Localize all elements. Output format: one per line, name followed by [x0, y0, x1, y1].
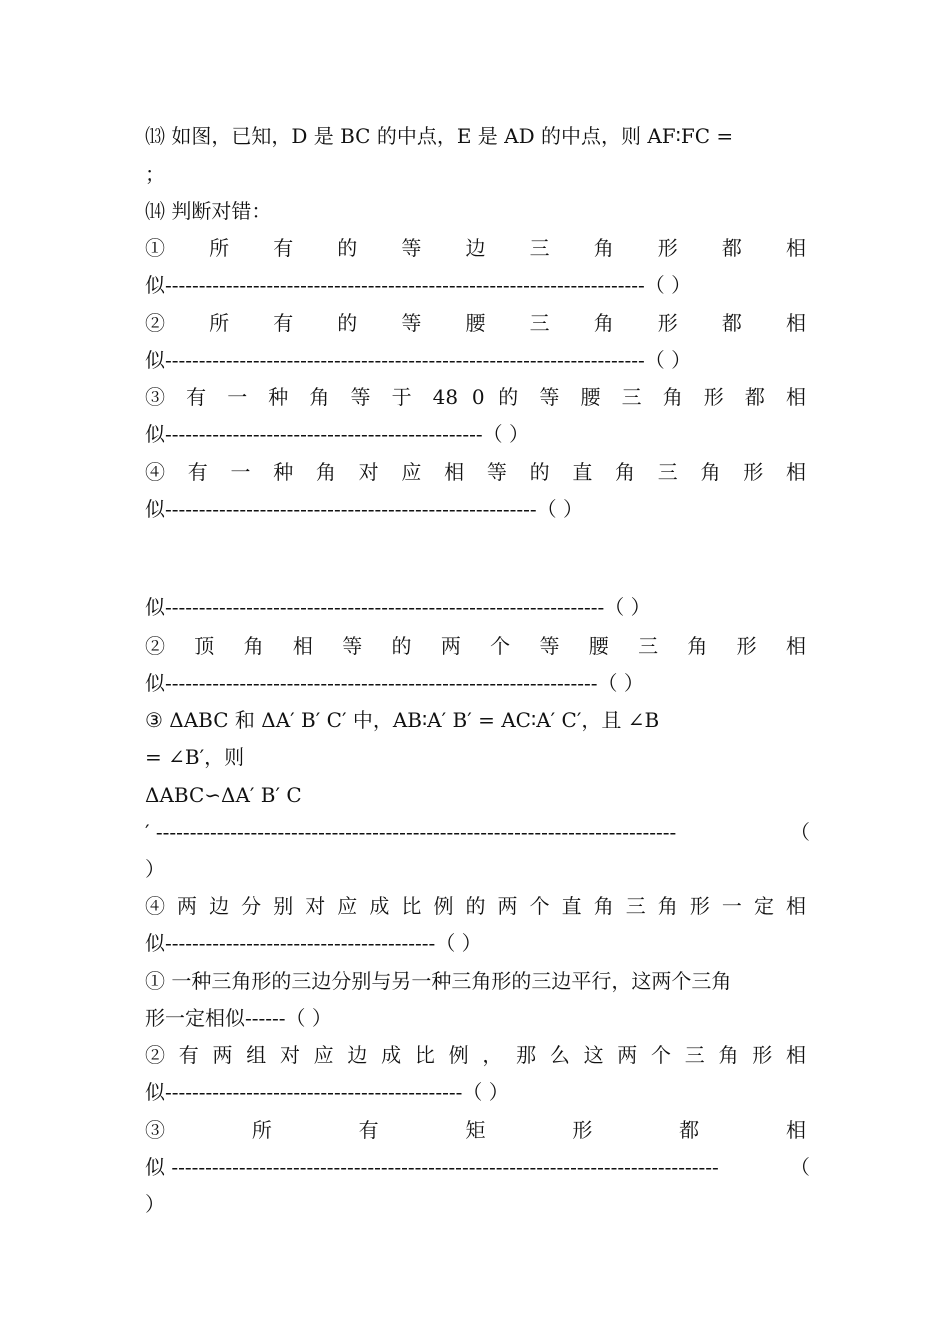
statement-2a-cont: 似-----------------------------------------------------------------------（ ）	[145, 348, 692, 372]
statement-4a-cont: 似-------------------------------------------------------（ ）	[145, 497, 584, 521]
statement-2c: ② 有 两 组 对 应 边 成 比 例 ， 那 么 这 两 个 三 角 形 相	[145, 1043, 806, 1067]
statement-3c-paren-close: ）	[145, 1192, 165, 1216]
statement-2b: ② 顶 角 相 等 的 两 个 等 腰 三 角 形 相	[145, 634, 806, 658]
statement-3b-paren-open: （	[790, 820, 810, 844]
statement-2a: ② 所 有 的 等 腰 三 角 形 都 相	[145, 311, 806, 335]
statement-3c-dashes: 似 ---------------------------------------------------------------------------------	[145, 1155, 719, 1179]
question-13-tail: ；	[145, 162, 165, 186]
statement-3b-dashes: ′ -----------------------------------------------------------------------------	[145, 820, 677, 844]
question-14-title: ⒁ 判断对错：	[145, 199, 272, 223]
statement-1c: ① 一种三角形的三边分别与另一种三角形的三边平行，这两个三角	[145, 969, 732, 993]
statement-3a: ③ 有 一 种 角 等 于 48 0 的 等 腰 三 角 形 都 相	[145, 385, 806, 409]
statement-3b-paren-close: ）	[145, 857, 165, 881]
statement-4b-cont: 似----------------------------------------（ ）	[145, 931, 482, 955]
statement-1a: ① 所 有 的 等 边 三 角 形 都 相	[145, 236, 806, 260]
statement-1b-cont: 似-----------------------------------------------------------------（ ）	[145, 595, 651, 619]
statement-4a: ④ 有 一 种 角 对 应 相 等 的 直 角 三 角 形 相	[145, 460, 806, 484]
statement-3c: ③ 所 有 矩 形 都 相	[145, 1118, 806, 1142]
statement-4b: ④ 两 边 分 别 对 应 成 比 例 的 两 个 直 角 三 角 形 一 定 相	[145, 894, 806, 918]
statement-3c-paren-open: （	[790, 1155, 810, 1179]
statement-3a-cont: 似-----------------------------------------------（ ）	[145, 422, 529, 446]
statement-2b-cont: 似----------------------------------------------------------------（ ）	[145, 671, 644, 695]
question-13-line: ⒀ 如图，已知，D 是 BC 的中点，E 是 AD 的中点，则 AF∶FC =	[145, 124, 734, 148]
statement-1a-cont: 似-----------------------------------------------------------------------（ ）	[145, 273, 692, 297]
statement-3b-cont1: = ∠B′，则	[145, 745, 245, 769]
statement-3b: ③ ΔABC 和 ΔA′ B′ C′ 中，AB∶A′ B′ = AC∶A′ C′，且 ∠B	[145, 708, 660, 732]
statement-1c-cont: 形一定相似------（ ）	[145, 1006, 332, 1030]
statement-3b-cont2: ΔABC∽ΔA′ B′ C	[145, 783, 302, 807]
statement-2c-cont: 似--------------------------------------------（ ）	[145, 1080, 509, 1104]
